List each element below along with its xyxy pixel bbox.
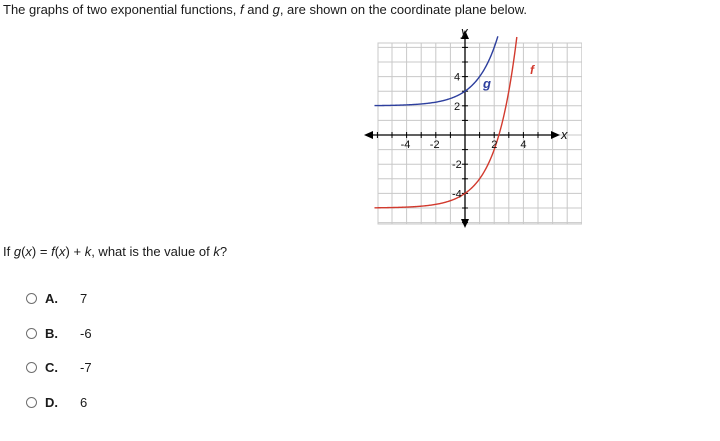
y-tick-label: -4 (452, 188, 462, 201)
y-tick-label: -2 (452, 159, 462, 172)
q-x: x (59, 244, 66, 259)
x-axis-right-arrow (551, 131, 560, 139)
q-part: If (3, 244, 14, 259)
q-part: , what is the value of (91, 244, 214, 259)
x-tick-label: -4 (400, 139, 411, 151)
axis-labels (401, 26, 568, 200)
question-text (3, 244, 227, 259)
axes (364, 30, 560, 228)
x-tick-label: 2 (491, 139, 498, 151)
choice-value: 6 (80, 394, 88, 410)
coordinate-plane (362, 26, 582, 232)
choice-value: -6 (80, 325, 92, 341)
q-part: ? (219, 244, 228, 259)
q-g: g (13, 244, 22, 259)
choice-a[interactable] (26, 288, 87, 308)
curve-f-label: f (530, 63, 534, 77)
q-k: k (84, 244, 92, 259)
prompt-text-2: and (243, 2, 273, 17)
q-part: ( (54, 244, 60, 259)
x-axis-label: x (561, 127, 568, 142)
question-prompt (3, 2, 527, 17)
q-part: ) = (31, 244, 52, 259)
x-tick-label: 4 (520, 139, 527, 151)
choice-letter: A. (45, 290, 58, 306)
q-part: ( (21, 244, 26, 259)
radio-button[interactable] (26, 397, 37, 408)
choice-d[interactable] (26, 392, 87, 412)
prompt-text-1: The graphs of two exponential functions, (3, 2, 241, 17)
choice-value: -7 (80, 359, 92, 375)
choice-b[interactable] (26, 323, 92, 343)
radio-button[interactable] (26, 293, 37, 304)
radio-button[interactable] (26, 362, 37, 373)
y-tick-label: 4 (454, 71, 461, 84)
prompt-f: f (240, 2, 244, 17)
y-tick-label: 2 (454, 100, 461, 113)
x-tick-label: -2 (429, 139, 440, 151)
curve-g-label: g (483, 76, 491, 91)
choice-letter: B. (45, 325, 58, 341)
q-part: ) + (65, 244, 85, 259)
q-x: x (25, 244, 32, 259)
choice-letter: D. (45, 394, 58, 410)
x-axis-left-arrow (364, 131, 373, 139)
y-axis-label: y (461, 26, 468, 39)
q-f: f (51, 244, 55, 259)
choice-c[interactable] (26, 357, 92, 377)
q-k: k (213, 244, 220, 259)
choice-letter: C. (45, 359, 58, 375)
curve-f (374, 37, 516, 208)
prompt-text-3: , are shown on the coordinate plane below. (279, 2, 527, 17)
radio-button[interactable] (26, 328, 37, 339)
prompt-g: g (272, 2, 280, 17)
choice-value: 7 (80, 290, 88, 306)
